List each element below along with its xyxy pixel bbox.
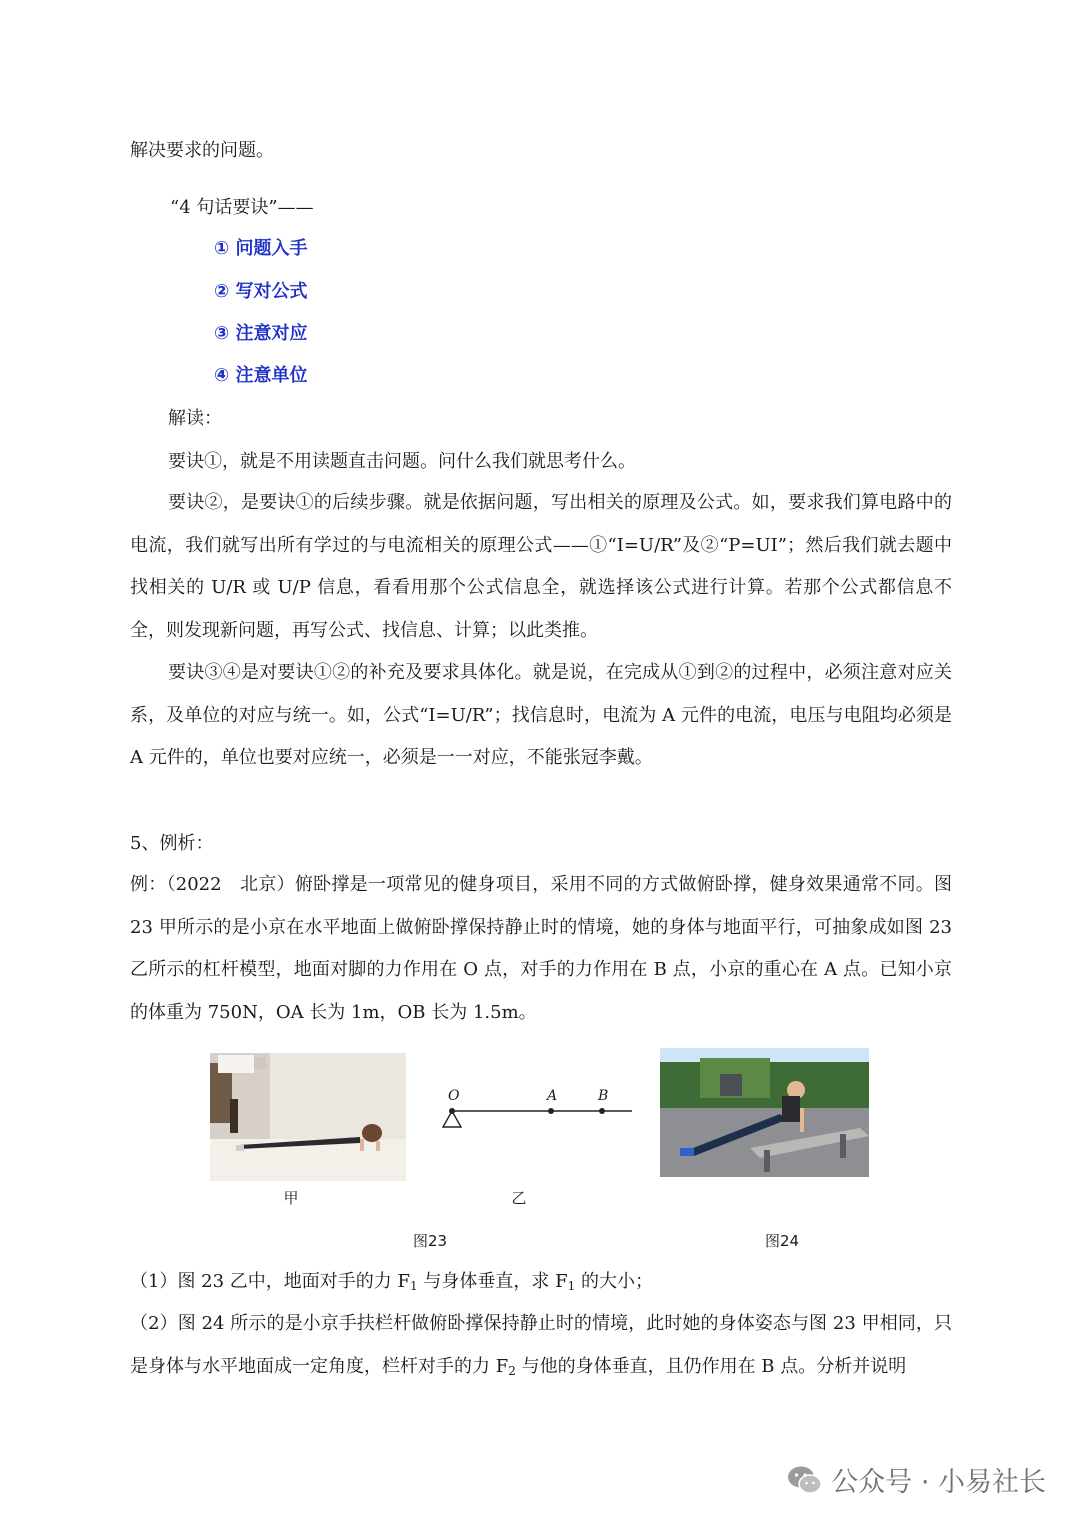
watermark [787, 1460, 1046, 1499]
paragraph-3 [130, 652, 952, 780]
lever-diagram [436, 1085, 636, 1145]
label-yi: 乙 [511, 1189, 527, 1207]
watermark-text: 公众号 · 小易社长 [831, 1467, 1046, 1498]
paragraph-3-text: 要诀③④是对要诀①②的补充及要求具体化。就是说，在完成从①到②的过程中，必须注意对应关系，及单位的对应与统一。如，公式“I=U/R”；找信息时，电流为 A 元件的电流，电压与电阻均必须是 A 元件的，单位也要对应统一，必须是一一对应，不能张冠李戴。 [130, 662, 952, 768]
example-text: 例：（2022 北京）俯卧撑是一项常见的健身项目，采用不同的方式做俯卧撑，健身效果通常不同。图 23 甲所示的是小京在水平地面上做俯卧撑保持静止时的情境，她的身体与地面平行，可抽象成如图 23 乙所示的杠杆模型，地面对脚的力作用在 O 点，对手的力作用在 B 点，小京的重心在 A 点。已知小京的体重为 750N，OA 长为 1m，OB 长为 1.5m。 [130, 874, 952, 1023]
paragraph-1: 要诀①，就是不用读题直击问题。问什么我们就思考什么。 [168, 451, 636, 472]
question-2-pre: （2）图 24 所示的是小京手扶栏杆做俯卧撑保持静止时的情境，此时她的身体姿态与图 23 甲相同，只是身体与水平地面成一定角度，栏杆对手的力 F [130, 1313, 952, 1377]
paragraph-2-text: 要诀②，是要诀①的后续步骤。就是依据问题，写出相关的原理及公式。如，要求我们算电路中的电流，我们就写出所有学过的与电流相关的原理公式——①“I=U/R”及②“P=UI”；然后我们就去题中找相关的 U/R 或 U/P 信息，看看用那个公式信息全，就选择该公式进行计算。若那个公式都信息不全，则发现新问题，再写公式、找信息、计算；以此类推。 [130, 492, 952, 641]
wechat-icon [787, 1465, 823, 1495]
question-1-sub2: 1 [567, 1279, 576, 1293]
photo-indoor-pushup [210, 1053, 406, 1181]
point-a-label: A [547, 1088, 558, 1104]
point-o-dot [449, 1108, 455, 1114]
photo-outdoor-pushup [660, 1048, 869, 1177]
point-a-dot [548, 1108, 554, 1114]
question-1-mid: 与身体垂直，求 F [417, 1271, 568, 1292]
reading-label: 解读： [168, 408, 222, 429]
section-title: 5、例析： [130, 833, 214, 854]
mnemonic-title: “4 句话要诀”—— [170, 197, 314, 218]
question-1 [130, 1270, 653, 1298]
question-2-post: 与他的身体垂直，且仍作用在 B 点。分析并说明 [515, 1355, 907, 1377]
question-1-pre: （1）图 23 乙中，地面对手的力 F [130, 1271, 411, 1292]
point-o-label: O [448, 1088, 460, 1104]
question-2 [130, 1303, 952, 1392]
caption-figure-24: 图24 [764, 1232, 800, 1250]
question-1-sub: 1 [410, 1279, 418, 1293]
example-paragraph [130, 864, 952, 1034]
question-1-post: 的大小； [575, 1271, 653, 1292]
caption-figure-23: 图23 [412, 1232, 448, 1250]
mnemonic-item: ② 写对公式 [214, 281, 308, 302]
top-line: 解决要求的问题。 [130, 140, 274, 161]
mnemonic-item: ④ 注意单位 [214, 365, 308, 386]
mnemonic-item: ① 问题入手 [214, 238, 308, 259]
paragraph-2 [130, 482, 952, 652]
point-b-label: B [598, 1088, 609, 1104]
question-2-sub: 2 [508, 1363, 516, 1378]
mnemonic-item: ③ 注意对应 [214, 323, 308, 344]
point-b-dot [599, 1108, 605, 1114]
label-jia: 甲 [283, 1189, 299, 1207]
